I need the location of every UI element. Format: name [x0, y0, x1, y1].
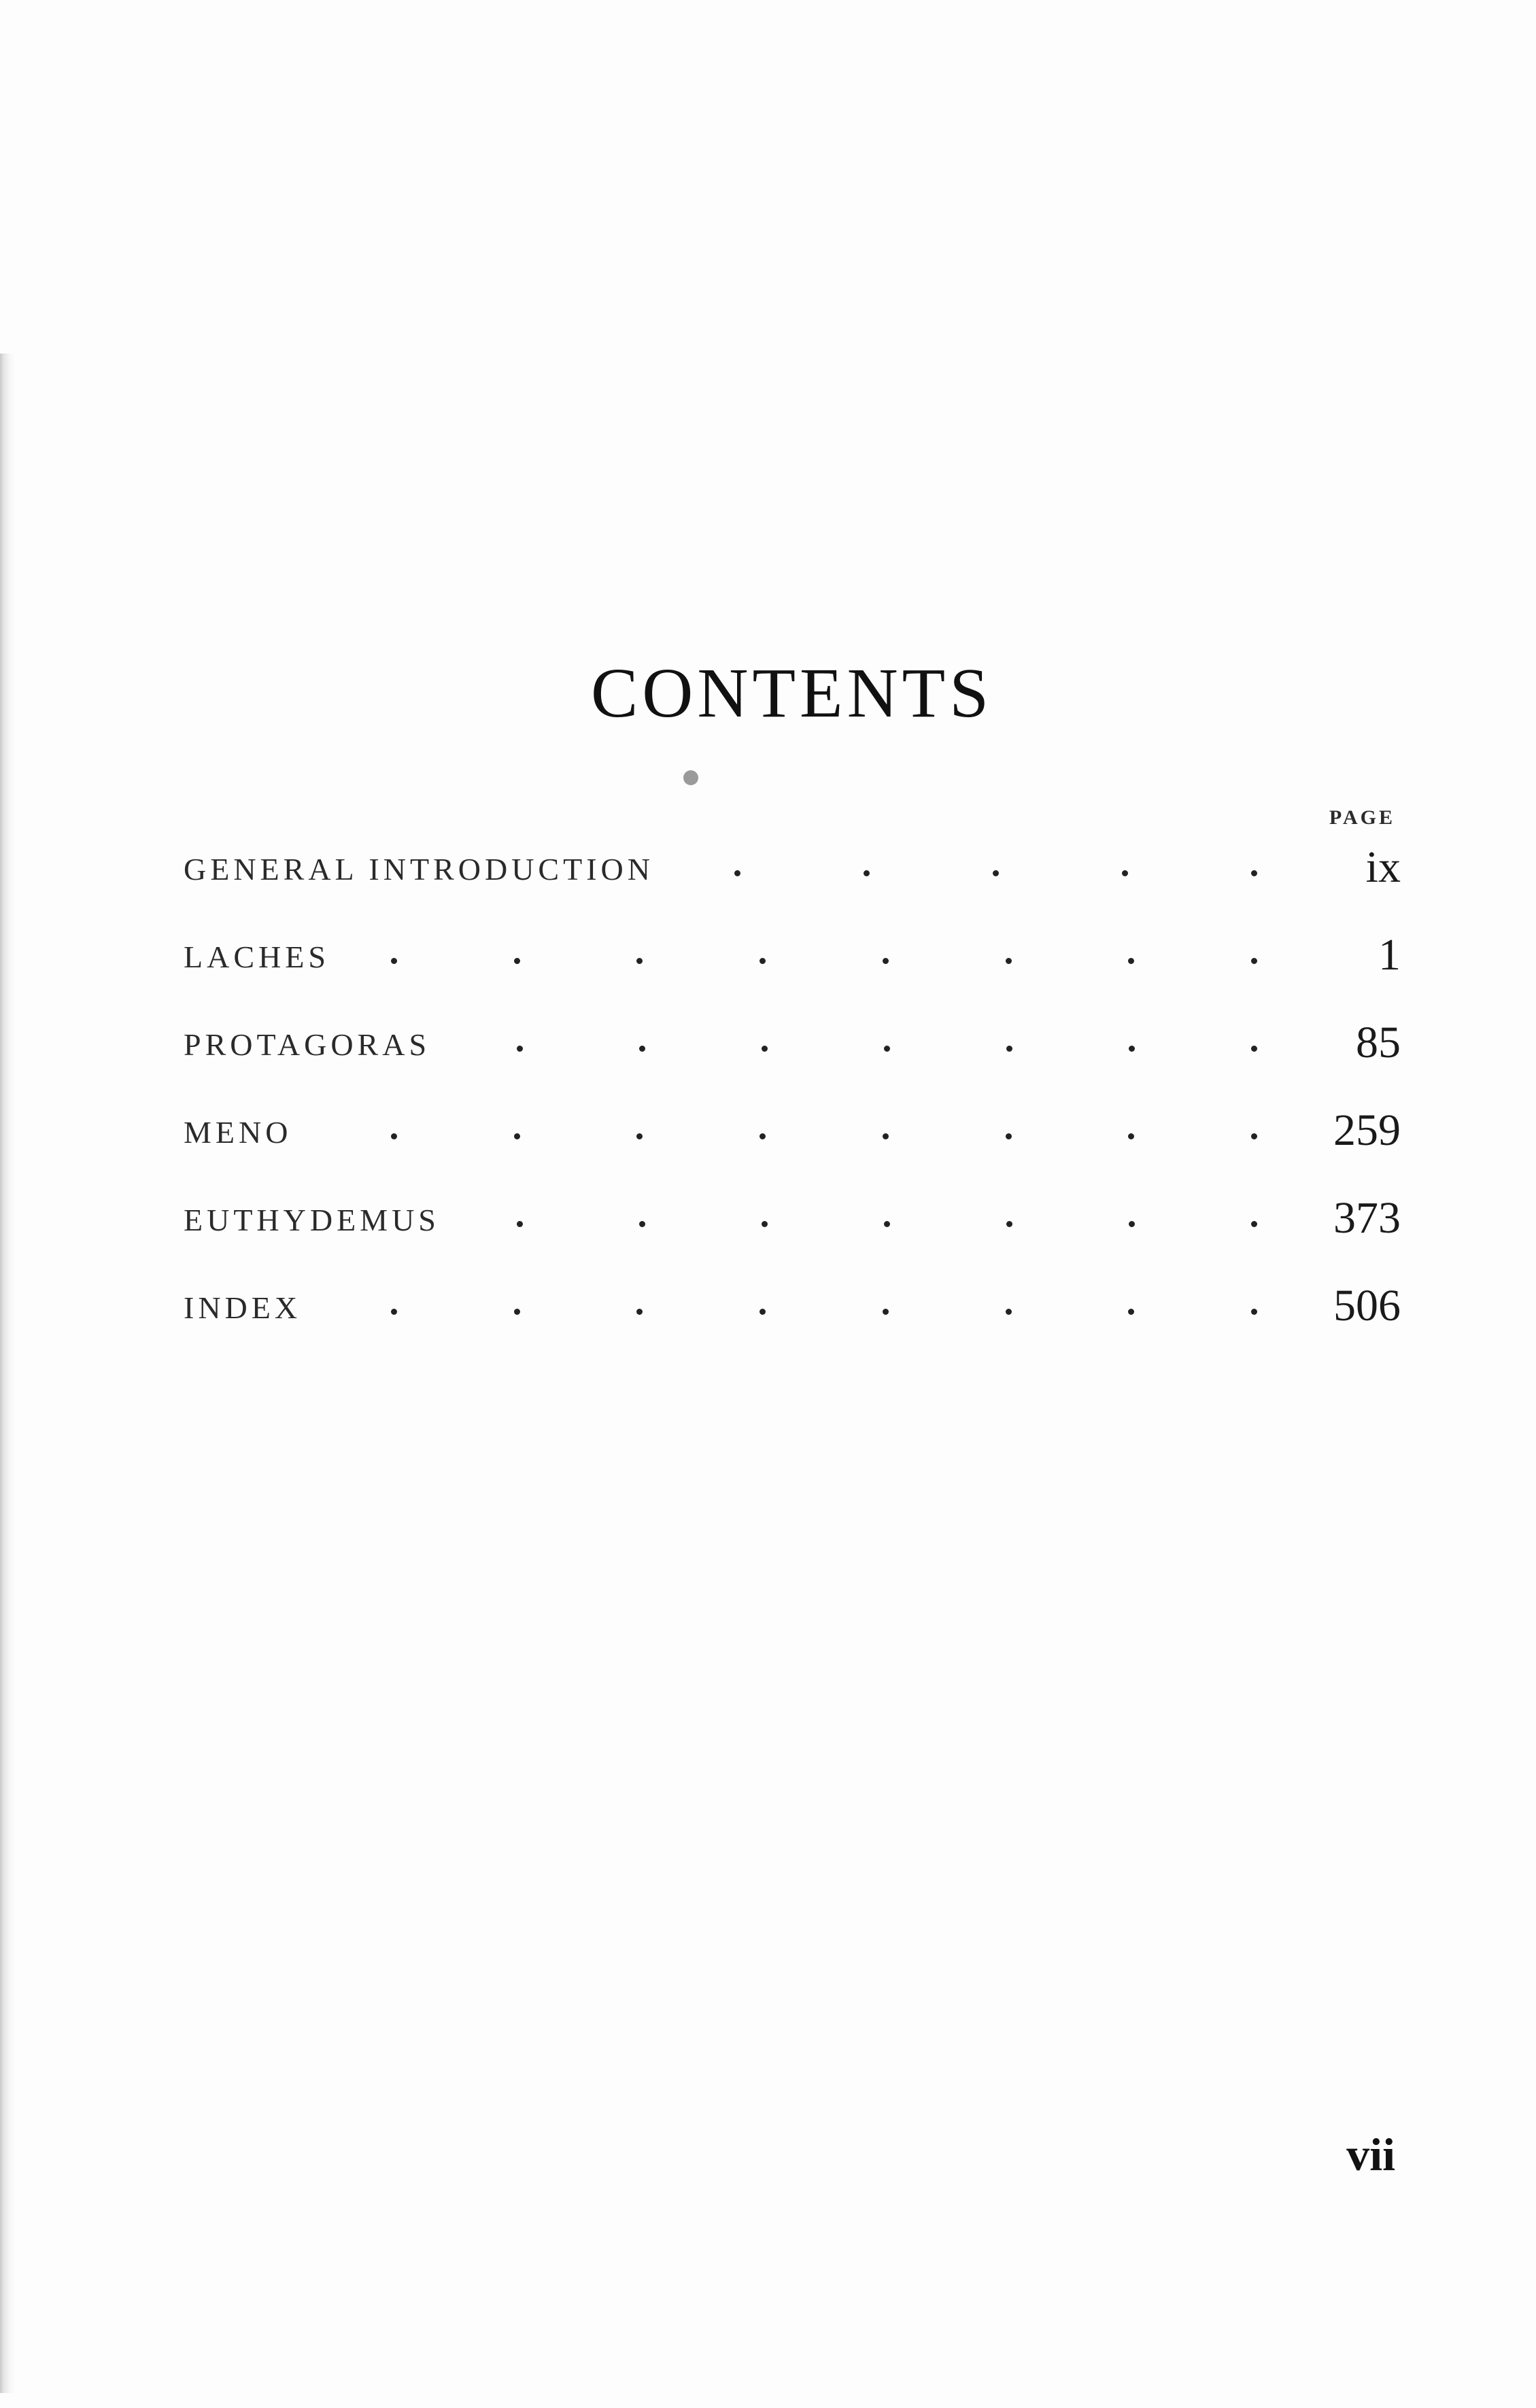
leader-dot [884, 1221, 890, 1227]
leader-dot [762, 1221, 768, 1227]
leader-dot [391, 958, 397, 964]
toc-entry [184, 1275, 1401, 1362]
leader-dot [1251, 870, 1257, 876]
dot-leader [391, 958, 1251, 966]
toc-entry [184, 924, 1401, 1012]
leader-dot [1251, 1309, 1257, 1315]
leader-dot [1122, 870, 1128, 876]
leader-dot [517, 1221, 523, 1227]
leader-dot [636, 1309, 643, 1315]
leader-dot [636, 1133, 643, 1139]
leader-dot [1251, 1221, 1257, 1227]
leader-dot [1006, 958, 1012, 964]
leader-dot [1128, 958, 1134, 964]
dot-leader [517, 1046, 1251, 1054]
toc-entry [184, 1099, 1401, 1187]
leader-dot [864, 870, 870, 876]
dot-leader [734, 870, 1251, 878]
leader-dot [760, 958, 766, 964]
leader-dot [883, 1133, 889, 1139]
toc-entry [184, 836, 1401, 924]
leader-dot [734, 870, 740, 876]
leader-dot [514, 958, 520, 964]
leader-dot [636, 958, 643, 964]
leader-dot [884, 1046, 890, 1052]
dot-leader [391, 1309, 1251, 1317]
leader-dot [762, 1046, 768, 1052]
toc-entry-page: 1 [1378, 930, 1401, 980]
toc-entry-page: 506 [1333, 1281, 1401, 1330]
toc-entry-title: MENO [184, 1115, 292, 1150]
leader-dot [1006, 1133, 1012, 1139]
leader-dot [517, 1046, 523, 1052]
toc-entry [184, 1012, 1401, 1099]
leader-dot [883, 1309, 889, 1315]
toc-entry-title: LACHES [184, 940, 330, 974]
leader-dot [883, 958, 889, 964]
toc-entry-title: INDEX [184, 1290, 302, 1325]
leader-dot [1129, 1046, 1135, 1052]
toc-entry-page: 85 [1356, 1018, 1401, 1067]
leader-dot [639, 1046, 645, 1052]
leader-dot [391, 1133, 397, 1139]
leader-dot [1251, 1046, 1257, 1052]
page-column-label: PAGE [1329, 806, 1395, 829]
toc-entry-title: EUTHYDEMUS [184, 1203, 440, 1237]
leader-dot [1129, 1221, 1135, 1227]
leader-dot [1128, 1309, 1134, 1315]
leader-dot [760, 1133, 766, 1139]
page-title: CONTENTS [590, 654, 993, 732]
dot-leader [517, 1221, 1251, 1229]
leader-dot [639, 1221, 645, 1227]
leader-dot [1006, 1309, 1012, 1315]
toc-entry [184, 1187, 1401, 1275]
leader-dot [1251, 958, 1257, 964]
table-of-contents [184, 836, 1401, 1362]
leader-dot [760, 1309, 766, 1315]
toc-entry-title: GENERAL INTRODUCTION [184, 852, 654, 887]
leader-dot [1128, 1133, 1134, 1139]
leader-dot [514, 1133, 520, 1139]
page-number: vii [1346, 2129, 1395, 2180]
leader-dot [1006, 1221, 1012, 1227]
leader-dot [514, 1309, 520, 1315]
leader-dot [1251, 1133, 1257, 1139]
leader-dot [1006, 1046, 1012, 1052]
ornament-dot-icon [683, 770, 698, 785]
toc-entry-page: 373 [1333, 1193, 1401, 1243]
toc-entry-page: ix [1365, 842, 1401, 892]
leader-dot [391, 1309, 397, 1315]
toc-entry-title: PROTAGORAS [184, 1027, 431, 1062]
leader-dot [993, 870, 999, 876]
toc-entry-page: 259 [1333, 1105, 1401, 1155]
dot-leader [391, 1133, 1251, 1141]
